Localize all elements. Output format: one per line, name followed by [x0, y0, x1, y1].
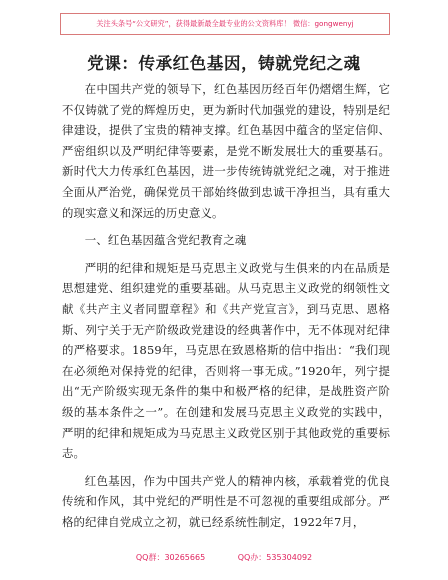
qq-group-text: QQ群：30265665 — [135, 553, 206, 562]
paragraph-discipline: 严明的纪律和规矩是马克思主义政党与生俱来的内在品质是思想建党、组织建党的重要基础。从马克思主义政党的纲领性文献《共产主义者同盟章程》和《共产党宣言》，到马克思、恩格斯、列宁关于无产阶级政党建设的经典著作中，无不体现对纪律的严格要求。1859年，马克思在致恩格斯的信中指出：“我们现在必须绝对保持党的纪律，否则将一事无成。”1920年，列宁提出“无产阶级实现无条件的集中和极严格的纪律，是战胜资产阶级的基本条件之一”。在创建和发展马克思主义政党的实践中，严明的纪律和规矩成为马克思主义政党区别于其他政党的重要标志。 — [62, 260, 390, 461]
page-footer — [0, 552, 448, 563]
promo-banner: 关注头条号“公文研究”，获得最新最全最专业的公文资料库！ 微信：gongwenyj — [60, 13, 390, 35]
page-title: 党课：传承红色基因，铸就党纪之魂 — [87, 54, 361, 73]
document-body — [62, 79, 390, 539]
section-heading: 一、红色基因蕴含党纪教育之魂 — [84, 233, 247, 248]
paragraph-red-gene: 红色基因，作为中国共产党人的精神内核，承载着党的优良传统和作风，其中党纪的严明性是不可忽视的重要组成部分。严格的纪律自党成立之初，就已经系统性制定，1922年7月， — [62, 473, 390, 529]
paragraph-intro: 在中国共产党的领导下，红色基因历经百年仍熠熠生辉，它不仅铸就了党的辉煌历史，更为新时代加强党的建设，特别是纪律建设，提供了宝贵的精神支撑。红色基因中蕴含的坚定信仰、严密组织以及严明纪律等要素，是党不断发展壮大的重要基石。新时代大力传承红色基因，进一步传统铸就党纪之魂，对于推进全面从严治党，确保党员干部始终做到忠诚干净担当，具有重大的现实意义和深远的历史意义。 — [62, 82, 390, 220]
qq-office-text: QQ办：535304092 — [237, 553, 313, 562]
